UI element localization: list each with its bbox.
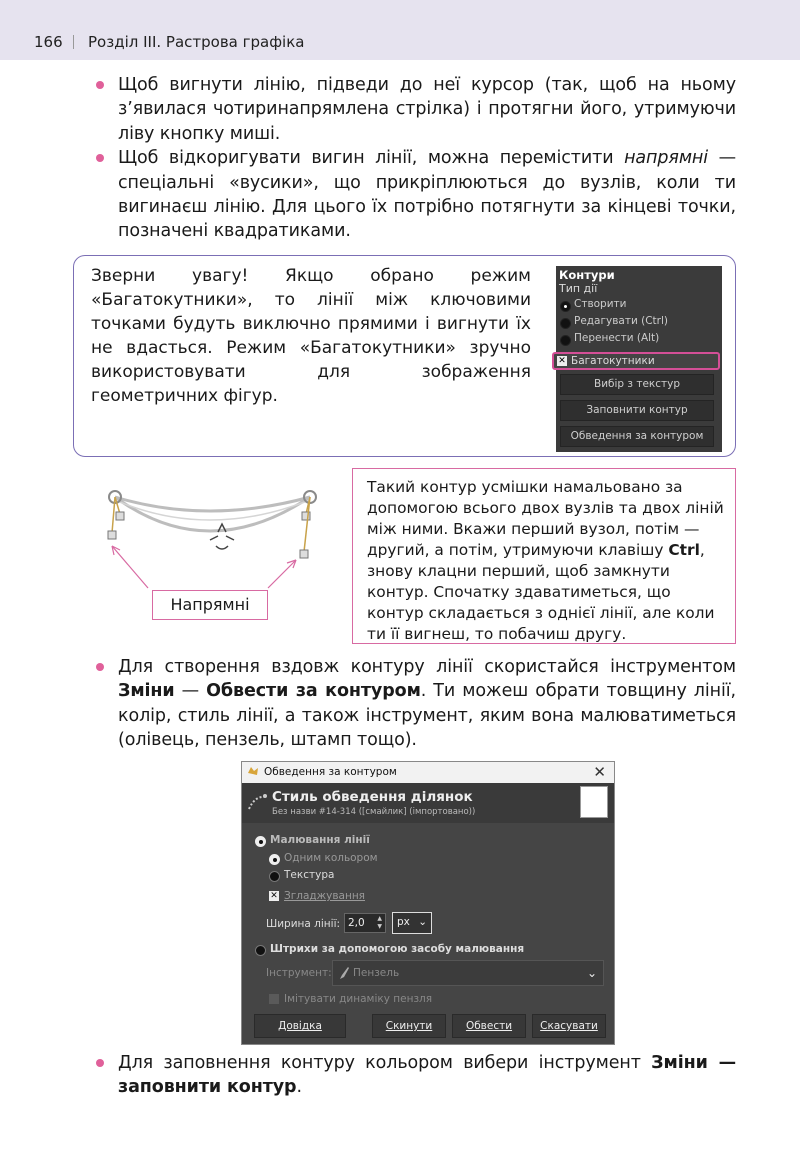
bullet-dot: [96, 1059, 104, 1067]
handle-end-left-long: [108, 531, 116, 539]
bullet-text-post: . Ти можеш обрати товщину лінії, колір, стиль лінії, а також інструмент, яким вона малюватиметься (олівець, пензель, штамп тощо).: [118, 681, 736, 751]
radio-move[interactable]: [560, 335, 571, 346]
handle-end-right-long: [300, 550, 308, 558]
help-button[interactable]: [254, 1014, 346, 1038]
tool-label: Інструмент:: [266, 967, 332, 979]
attention-note-text: Зверни увагу! Якщо обрано режим «Багатокутники», то лінії між ключовими точками будуть виключно прямими і вигнути їх не вдасться. Режим «Багатокутники» зручно використовувати для зображення геометричних фігур.: [91, 266, 531, 406]
reset-label: Скинути: [385, 1020, 433, 1032]
arrow-right: [268, 560, 296, 588]
dialog-heading: Стиль обведення ділянок: [272, 789, 473, 805]
cancel-label: Скасувати: [540, 1020, 598, 1032]
page-header: [0, 0, 800, 60]
bullet-text-pre: Для заповнення контуру кольором вибери інструмент: [118, 1053, 652, 1073]
chapter-title: Розділ ІІІ. Растрова графіка: [88, 33, 305, 51]
bullet-list-fill: [96, 1051, 736, 1100]
smile-text-part1: Такий контур усмішки намальовано за допомогою всього двох вузлів та двох ліній між ними. Вкажи перший вузол, потім — другий, а потім, утримуючи клавішу: [367, 478, 724, 559]
radio-solid-color[interactable]: [269, 854, 280, 865]
smile-upper-line: [115, 497, 310, 511]
emulate-dynamics-checkbox[interactable]: [269, 994, 279, 1004]
bullet-dot: [96, 663, 104, 671]
polygon-label: Багатокутники: [571, 355, 655, 367]
option-edit: Редагувати (Ctrl): [574, 315, 668, 327]
bullet-text-pre: Щоб відкоригувати вигин лінії, можна перемістити: [118, 148, 625, 169]
bullet-text-post: .: [296, 1077, 302, 1098]
ctrl-key-text: Ctrl: [668, 541, 700, 559]
bullet-dot: [96, 81, 104, 89]
line-width-spinner[interactable]: [344, 913, 386, 933]
cancel-button[interactable]: [532, 1014, 606, 1038]
bullet-adjust-curve: [96, 146, 736, 244]
image-thumbnail: [580, 786, 608, 818]
paths-mode-label: Тип дії: [559, 282, 598, 295]
stroke-path-icon: [247, 791, 269, 813]
bullet-bend-line: [96, 73, 736, 146]
fill-path-button[interactable]: Заповнити контур: [560, 400, 714, 421]
line-width-label: Ширина лінії:: [266, 918, 341, 930]
pattern-label: Текстура: [284, 869, 335, 881]
polygon-checkbox[interactable]: ✕: [558, 356, 566, 366]
radio-paint-tool[interactable]: [255, 945, 266, 956]
emulate-dynamics-label: Імітувати динаміку пензля: [284, 993, 433, 1005]
bullet-text-bold: Зміни — заповнити контур: [118, 1053, 736, 1098]
close-icon[interactable]: ✕: [593, 763, 606, 781]
paint-tool-label: Штрихи за допомогою засобу малювання: [270, 943, 525, 955]
antialias-label: [284, 890, 365, 902]
dialog-titlebar: [242, 762, 614, 783]
unit-select[interactable]: [392, 912, 432, 934]
page-number: 166: [34, 33, 63, 51]
selection-from-path-button[interactable]: Вибір з текстур: [560, 374, 714, 395]
radio-edit[interactable]: [560, 318, 571, 329]
stroke-button[interactable]: [452, 1014, 526, 1038]
chevron-down-icon: ⌄: [418, 916, 427, 928]
paths-tool-panel: [556, 266, 722, 452]
antialias-checkbox[interactable]: ✕: [270, 891, 278, 901]
antialias-text: Згладжування: [284, 890, 365, 902]
bullet-dot: [96, 154, 104, 162]
unit-value: px: [397, 916, 410, 928]
arrow-left: [112, 546, 148, 588]
bullet-text-post: — спеціальні «вусики», що прикріплюються до вузлів, коли ти вигинаєш лінію. Для цього їх потрібно потягнути за кінцеві точки, позначені квадратиками.: [118, 148, 736, 242]
guides-label: Напрямні: [152, 590, 268, 620]
stroke-label: Обвести: [465, 1020, 513, 1032]
handle-end-left-short: [116, 512, 124, 520]
dialog-header: [242, 783, 614, 823]
attention-note: [73, 255, 736, 457]
smile-explanation-box: [352, 468, 736, 644]
help-label: Довідка: [278, 1020, 322, 1032]
radio-pattern[interactable]: [269, 871, 280, 882]
bullet-list-stroke: [96, 655, 736, 753]
move-cursor-icon: [210, 524, 234, 549]
bullet-fill-path: [96, 1051, 736, 1100]
paths-panel-title: Контури: [559, 268, 615, 282]
tool-value: Пензель: [353, 967, 400, 979]
header-divider: [73, 35, 74, 49]
stroke-path-dialog: [241, 761, 615, 1045]
radio-create[interactable]: [560, 301, 571, 312]
paint-tool-select[interactable]: [332, 960, 604, 986]
dialog-subheading: Без назви #14-314 ([смайлик] (імпортовано)): [272, 807, 476, 817]
spinner-arrows-icon[interactable]: ▲ ▼: [377, 915, 382, 930]
bullet-stroke-path: [96, 655, 736, 753]
stroke-path-button[interactable]: Обведення за контуром: [560, 426, 714, 447]
line-drawing-label: Малювання лінії: [270, 834, 370, 846]
reset-button[interactable]: [372, 1014, 446, 1038]
bullet-text-bold2: Обвести за контуром: [206, 681, 421, 702]
bullet-list-top: [96, 73, 736, 244]
smile-text-part2: , знову клацни перший, щоб замкнути контур. Спочатку здаватиметься, що контур складається з однієї лінії, але коли ти її вигнеш, то побачиш другу.: [367, 541, 715, 643]
radio-line-drawing[interactable]: [255, 836, 266, 847]
line-width-value: 2,0: [348, 917, 365, 929]
bullet-text-bold1: Зміни: [118, 681, 175, 702]
dialog-window-title: Обведення за контуром: [264, 766, 397, 778]
smile-lower-line: [115, 497, 310, 531]
chevron-down-icon: ⌄: [586, 966, 597, 980]
option-create: Створити: [574, 298, 627, 310]
bullet-text-pre: Для створення вздовж контуру лінії скористайся інструментом: [118, 657, 736, 677]
handle-right-long: [304, 497, 310, 552]
paintbrush-icon: [338, 966, 350, 980]
gimp-icon: [247, 765, 259, 777]
bullet-text: Щоб вигнути лінію, підведи до неї курсор (так, щоб на ньому з’явилася чотиринапрямлена стрілка) і протягни його, утримуючи ліву кнопку миші.: [118, 75, 736, 144]
solid-color-label: Одним кольором: [284, 852, 378, 864]
polygon-checkbox-row[interactable]: [552, 352, 720, 370]
bullet-text-em: напрямні: [624, 148, 709, 169]
smile-explanation-text: [367, 477, 727, 645]
option-move: Перенести (Alt): [574, 332, 660, 344]
bullet-text-mid: —: [174, 681, 207, 702]
